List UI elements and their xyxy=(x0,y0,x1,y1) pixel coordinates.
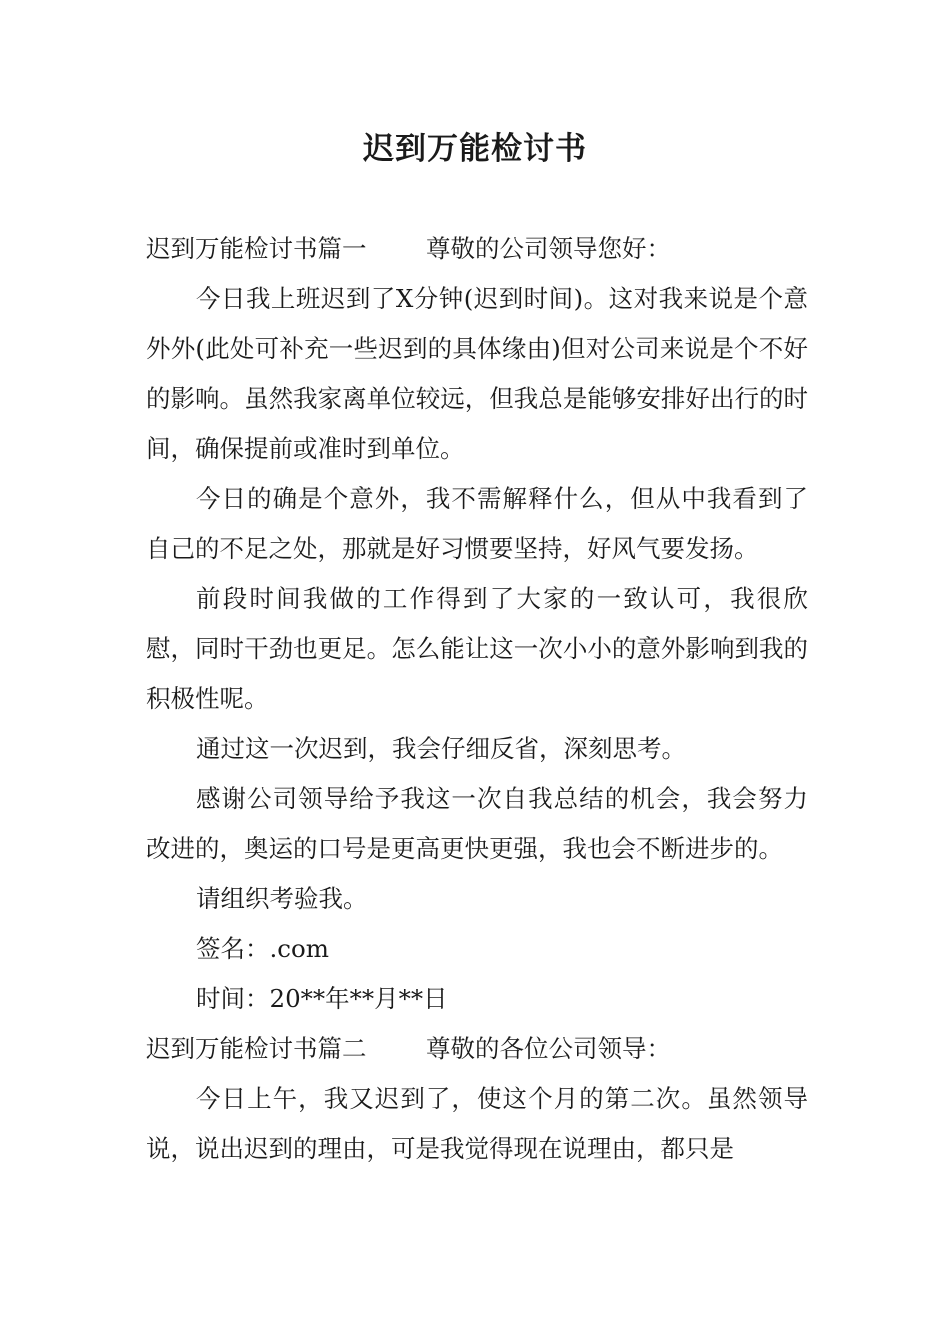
paragraph: 今日上午，我又迟到了，使这个月的第二次。虽然领导说，说出迟到的理由，可是我觉得现在说理由，都只是 xyxy=(146,1084,808,1163)
paragraph: 前段时间我做的工作得到了大家的一致认可，我很欣慰，同时干劲也更足。怎么能让这一次小小的意外影响到我的积极性呢。 xyxy=(146,584,808,713)
section-one-heading-line xyxy=(146,224,808,274)
paragraph: 感谢公司领导给予我这一次自我总结的机会，我会努力改进的，奥运的口号是更高更快更强，我也会不断进步的。 xyxy=(146,784,808,863)
section-two-salutation: 尊敬的各位公司领导： xyxy=(426,1034,671,1063)
date-line: 时间：20**年**月**日 xyxy=(196,984,448,1013)
section-two-heading: 迟到万能检讨书篇二 xyxy=(146,1034,367,1063)
paragraph: 请组织考验我。 xyxy=(196,884,368,913)
section-one-heading: 迟到万能检讨书篇一 xyxy=(146,234,367,263)
signature-line: 签名：.com xyxy=(196,934,329,963)
section-one-salutation: 尊敬的公司领导您好： xyxy=(426,234,671,263)
document-body xyxy=(146,224,808,1174)
paragraph: 今日的确是个意外，我不需解释什么，但从中我看到了自己的不足之处，那就是好习惯要坚持，好风气要发扬。 xyxy=(146,484,808,563)
document-title: 迟到万能检讨书 xyxy=(363,131,587,167)
paragraph: 通过这一次迟到，我会仔细反省，深刻思考。 xyxy=(196,734,686,763)
paragraph: 今日我上班迟到了X分钟(迟到时间)。这对我来说是个意外外(此处可补充一些迟到的具体缘由)但对公司来说是个不好的影响。虽然我家离单位较远，但我总是能够安排好出行的时间，确保提前或准时到单位。 xyxy=(146,284,808,463)
section-two-heading-line xyxy=(146,1024,808,1074)
